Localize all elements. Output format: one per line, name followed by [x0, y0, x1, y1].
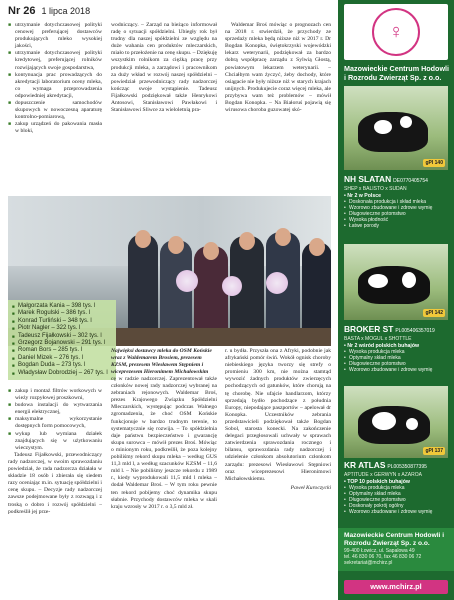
feature-item: • Wzorowo zbudowane i zdrowe wymię: [344, 205, 450, 211]
feature-item: • Optymalny skład mleka: [344, 491, 450, 497]
bull-info-broker: [344, 324, 450, 373]
list-item: ■ wykup lub wymiana działek znajdujących się w użytkowaniu wieczystym.: [8, 431, 102, 452]
bull-name: BROKER ST: [344, 324, 394, 334]
cow-spot: [400, 116, 412, 128]
list-item: ■ zakup i montaż filtrów workowych w wieży rozpyłowej proszkowni,: [8, 388, 102, 402]
website-link[interactable]: www.mchirz.pl: [344, 580, 448, 594]
contact-email: sekretariat@mchirz.pl: [344, 560, 393, 567]
awards-list: [12, 303, 112, 377]
bull-lineage: SHEP x BALISTO x SUDAN: [344, 186, 407, 192]
feature-item: • Wzorowo zbudowane i zdrowe wymię: [344, 509, 450, 515]
issue-number: Nr 26: [8, 5, 36, 17]
award-item: ■ Tadeusz Fijałkowski – 302 tys. l: [12, 333, 112, 340]
flower-bouquet: [266, 272, 288, 294]
page-header: [8, 5, 90, 19]
person-head: [168, 236, 184, 254]
bull-features: [344, 349, 450, 373]
list-item: ■ utrzymanie dotychczasowej polityki cenowej preferującej dostawców produkujących mleko wysokiej jakości,: [8, 22, 102, 50]
feature-item: • Wysoka płodność: [344, 217, 450, 223]
contact-box: [338, 528, 454, 571]
bull-photo: [344, 244, 448, 320]
bull-name: NH SLATAN: [344, 174, 392, 184]
article-column-2-lower: [111, 348, 217, 594]
author-signature: Paweł Kuroczycki: [290, 484, 331, 491]
cow-spot: [374, 120, 392, 134]
gpi-badge: gPI 142: [425, 310, 443, 316]
person-head: [203, 242, 219, 260]
company-logo: [344, 4, 448, 60]
bull-features: [344, 199, 450, 229]
article-text: cę w radzie nadzorczej. Zaprezentował także członków nowej rady nadzorczej wybranej na zebraniach rejonowych. Waldemar Broś, prezes Krajowego Związku Spółdzielni Mleczarskich, występując podczas Walnego zgromadzenia, że choć OSM Końskie funkcjonuje w bardzo trudnym terenie, to systematycznie się rozwija. – To spółdzielnia daje państwu bezpieczeństwo i gwarancję skupu surowca – mówił prezes Broś. Mówiąc o minionym roku, podkreślił, że poza kolejny pobiliśmy rekord skupu mleka – według GUS 11,3 mld l, a według szacunków KZSM – 11,6 mld l. – Nie pobiliśmy jeszcze rekordu z 1989 r., kiedy wyprodukowali 11,5 mld l mleka – dodał Waldemar Broś. – W tym roku pewnie ten rekord pobijemy choć dynamika skupu słabnie. Przychody dostawców mleka w skali kraju wzrosły w 2017 r. o 3,5 mld zł.: [111, 376, 217, 510]
bull-code: PL005350877395: [387, 464, 427, 470]
feature-item: • Wysoka produkcja mleka: [344, 349, 450, 355]
bull-lineage: APTITUDE x GERWYN x AZAROA: [344, 472, 422, 478]
goals-list: [8, 22, 102, 136]
bull-name: KR ATLAS: [344, 460, 386, 470]
cow-spot: [406, 418, 418, 430]
bull-code: DE0770405754: [393, 178, 428, 184]
cow-spot: [368, 274, 388, 288]
award-item: ■ Bogdan Duda – 273 tys. l: [12, 362, 112, 369]
bull-rank: • Nr 2 wśród polskich buhajów: [344, 343, 420, 349]
gpi-badge: gPI 140: [425, 160, 443, 166]
awards-list-box: [8, 300, 116, 380]
list-item: ■ kontynuacja prac prowadzących do akredytacji laboratorium oceny mleka, co wymaga przeprowadzenia odpowiedniej akredytacji,: [8, 72, 102, 100]
person-head: [239, 232, 255, 250]
issue-date: 1 lipca 2018: [41, 6, 91, 16]
bull-rank: • TOP 10 polskich buhajów: [344, 479, 410, 485]
bull-lineage: BASTA x MOGUL x SHOTTLE: [344, 336, 412, 342]
bull-info-atlas: [344, 460, 450, 515]
award-item: ■ Daniel Mizek – 276 tys. l: [12, 355, 112, 362]
article-text: r. u bydła. Przyszła ona z Afryki, podobnie jak afrykański pomór świń. Wokół ognisk choroby niebieskiego języka tworzy się strefy o promieniu 300 km, nie można stamtąd wywozić żadnych produktów zwierzęcych pochodzących od gatunków, które chorują na tę chorobę. Nie ufajcie handlarzom, którzy sprzedają bydło pochodzące z południa Europy, niepodające paszportów – apelował dr Konopka. Uczestników zebrania przedstawicieli podziękował także Bogdan Sobol, starosta konecki. Na zakończenie delegaci przegłosowali uchwały w sprawach zatwierdzenia sprawozdania rocznego i bilansu, sprawozdania rady nadzorczej i udzielenie członkom absolutorium członkom zarządu: prezesowi Wiesławowi Stępniowi oraz wiceprezesowi Hieronimowi Michałowskiemu.: [225, 348, 331, 482]
award-item: ■ Małgorzata Kania – 398 tys. l: [12, 303, 112, 310]
contact-company: Mazowieckie Centrum Hodowli i Rozrodu Zwierząt Sp. z o.o.: [344, 532, 445, 547]
ad-title: Mazowieckie Centrum Hodowli i Rozrodu Zwierząt Sp. z o.o.: [344, 64, 450, 82]
article-column-3-lower: [225, 348, 331, 594]
person-head: [135, 230, 151, 248]
bull-features: [344, 485, 450, 515]
contact-phone: tel. 46 830 06 70, fax 46 830 06 72: [344, 554, 422, 561]
award-item: ■ Roman Bors – 285 tys. l: [12, 347, 112, 354]
article-column-2: [111, 22, 217, 190]
logo-emblem: [372, 8, 420, 56]
feature-item: • Długowieczne potomstwo: [344, 361, 450, 367]
award-item: ■ Marek Rogulski – 386 tys. l: [12, 310, 112, 317]
feature-item: • Optymalny skład mleka: [344, 355, 450, 361]
cow-spot: [402, 272, 416, 288]
sidebar-advertisement: [338, 0, 454, 600]
list-item: ■ zakup urządzeń do pakowania masła w bloki,: [8, 121, 102, 135]
investments-list: [8, 388, 102, 452]
bull-rank: • Nr 2 w Polsce: [344, 193, 381, 199]
article-text: Tadeusz Fijałkowski, przewodniczący rady nadzorczej, w swoim sprawozdaniu powiedział, że rada nadzorcza działała w składzie 18 osób i zbierała się siedem razy oceniając m.in. sytuację spółdzielni i cenę skupu. – Decyzje rady nadzorczej zawsze podejmowane były z rozwagą i z troską o dobro i rozwój spółdzielni – podkreślił jej prze-: [8, 451, 102, 515]
person-head: [275, 228, 291, 246]
feature-item: • Doskonała produkcja i skład mleka: [344, 199, 450, 205]
award-item: ■ Grzegorz Bojanowski – 291 tys. l: [12, 340, 112, 347]
award-item: ■ Konrad Turliński – 348 tys. l: [12, 318, 112, 325]
award-item: ■ Piotr Nagler – 322 tys. l: [12, 325, 112, 332]
feature-item: • Wysoka produkcja mleka: [344, 485, 450, 491]
list-item: ■ maksymalne wykorzystanie dostępnych form pomocowych,: [8, 416, 102, 430]
gpi-badge: gPI 137: [425, 448, 443, 454]
feature-item: • Długowieczne potomstwo: [344, 211, 450, 217]
list-item: ■ budowa instalacji do wytwarzania energii elektrycznej,: [8, 402, 102, 416]
feature-item: • Wzorowo zbudowane i zdrowe wymię: [344, 367, 450, 373]
bull-photo: [344, 386, 448, 458]
bull-info-slatan: [344, 174, 450, 229]
person-head: [309, 238, 325, 256]
article-column-1-lower: [8, 388, 102, 594]
bull-photo: [344, 86, 448, 170]
cow-spot: [372, 412, 396, 430]
award-item: ■ Władysław Dobrodziej – 267 tys. l: [12, 370, 112, 377]
feature-item: • Łatwe porody: [344, 223, 450, 229]
flower-bouquet: [176, 270, 198, 292]
feature-item: • Doskonały pokrój ogólny: [344, 503, 450, 509]
feature-item: • Długowieczne potomstwo: [344, 497, 450, 503]
logo-glyph: ♀: [388, 20, 404, 43]
article-column-3: [225, 22, 331, 190]
bull-code: PL005406357019: [395, 328, 435, 334]
list-item: ■ dopuszczenie samochodów skupowych w nowoczesną aparaturę kontrolno-pomiarową,: [8, 100, 102, 121]
photo-caption: Najwięksi dostawcy mleka do OSM Końskie wraz z Waldemarem Brosiem, prezesem KZSM, prezesem Wiesławem Stępniem i wiceprezesem Hieronimem Michałowskim: [111, 348, 212, 375]
article-text: Waldemar Broś mówiąc o prognozach cen na 2018 r. stwierdził, że przychody ze sprzedaży mleka będą niższe niż w 2017 r. Dr Bogdan Konopka, świętokrzyski wojewódzki lekarz weterynarii, podziękował za bardzo dobrą współpracę zarządu z Sylwią Głostą, powiatowym lekarzem weterynarii. – Chciałbym wam życzyć, żeby dochody, które osiągacie nie były niższe niż w starych krajach unijnych. Produkujecie coraz więcej mleka, ale przybywa wam też problemów – mówił Bogdan Konopka. – Na Białoruś pojawią się wirusowa choroba guzowatej skó-: [225, 22, 331, 114]
list-item: ■ utrzymanie dotychczasowej polityki kredytowej, preferującej rolników rozwijających swoje gospodarstwa,: [8, 50, 102, 71]
article-text: wodniczący. – Zarząd na bieżąco informował radę o sytuacji spółdzielni. Ubiegły rok był trudny dla naszej spółdzielni ze względu na duże wahania cen produktów mleczarskich, miało to przełożenie na cenę skupu. – Dziękuję wszystkim rolnikom za ciężką pracę przy produkcji mleka, a zarządowi i pracownikom za duży wkład w rozwój naszej spółdzielni – powiedział przewodniczący rady nadzorczej kończąc swoje wystąpienie. Tadeusz Fijałkowski podziękował także Henrykowi Antosowi, Stanisławowi Pawłakowi i Stanisławowi Sliwce za wieloletnią pra-: [111, 22, 217, 114]
cow-body: [358, 112, 428, 152]
contact-address: 99-400 Łowicz, ul. Sapalowa 49: [344, 548, 415, 554]
flower-bouquet: [222, 276, 242, 296]
article-column-1: [8, 22, 102, 190]
